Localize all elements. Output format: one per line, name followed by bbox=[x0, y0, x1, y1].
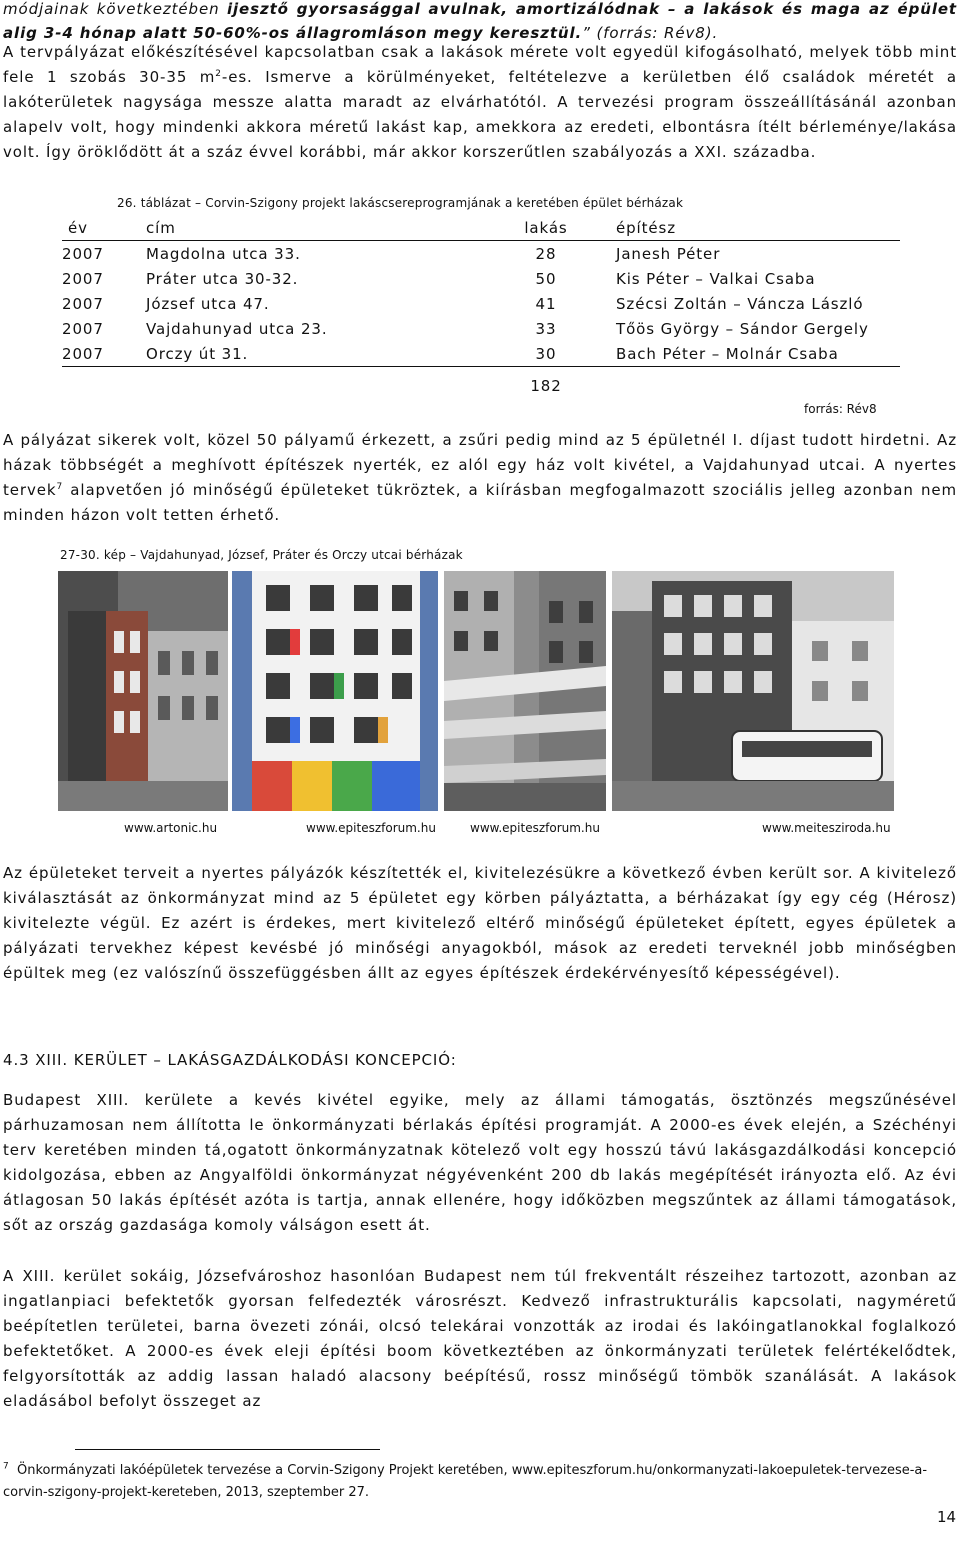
cell-ev: 2007 bbox=[62, 244, 104, 263]
intro-source: ” (forrás: Rév8). bbox=[582, 24, 719, 42]
photo-credit: www.artonic.hu bbox=[124, 821, 218, 835]
section-heading: 4.3 XIII. KERÜLET – LAKÁSGAZDÁLKODÁSI KONCEPCIÓ: bbox=[3, 1051, 457, 1069]
paragraph-text: A tervpályázat előkészítésével kapcsolatban csak a lakások mérete volt egyedül kifogásolható, melyek több mint fele 1 szobás 30-35 m bbox=[3, 43, 957, 86]
cell-ev: 2007 bbox=[62, 319, 104, 338]
cell-epitesz: Bach Péter – Molnár Csaba bbox=[606, 341, 900, 367]
photo-prater bbox=[444, 571, 606, 811]
cell-ev: 2007 bbox=[62, 269, 104, 288]
intro-italic-start: módjainak következtében bbox=[3, 0, 227, 18]
cell-cim: Orczy út 31. bbox=[116, 341, 486, 367]
table-row bbox=[62, 266, 900, 291]
footnote bbox=[3, 1460, 957, 1504]
cell-epitesz: Janesh Péter bbox=[616, 244, 721, 263]
footnote-separator bbox=[75, 1449, 380, 1450]
photo-vajdahunyad bbox=[58, 571, 228, 811]
cell-ev: 2007 bbox=[62, 341, 116, 367]
cell-lakas: 50 bbox=[535, 269, 557, 288]
header-cim: cím bbox=[116, 216, 486, 241]
photo-orczy bbox=[612, 571, 894, 811]
paragraph-text: -es. Ismerve a körülményeket, feltételezve a kerületben élő családok méretét a lakóterületek nagysága messze alatta maradt az elvárhatótól. A tervezési program összeállításánál azonban alapelv volt, hogy mindenki akkora méretű lakást kap, amekkora az eredeti, elbontásra ítélt bérleménye/lakása volt. Így öröklődött át a száz évvel korábbi, már akkor korszerűtlen szabályozás a XXI. századba. bbox=[3, 68, 957, 161]
table-caption: 26. táblázat – Corvin-Szigony projekt lakáscsereprogramjának a keretében épület bérházak bbox=[117, 196, 684, 210]
photo-credit: www.meiteszirodа.hu bbox=[762, 821, 891, 835]
cell-cim: József utca 47. bbox=[146, 294, 270, 313]
footnote-text: Önkormányzati lakóépületek tervezése a Corvin-Szigony Projekt keretében, www.epiteszforum.hu/onkormanyzati-lakoepuletek-tervezese-a-corvin-szigony-projekt-kereteben, 2013, szeptember 27. bbox=[3, 1463, 928, 1500]
header-epitesz: építész bbox=[606, 216, 900, 241]
paragraph-kivitelezes: Az épületeket terveit a nyertes pályázók készítették el, kivitelezésükre a következő évben került sor. A kivitelező kiválasztását az önkormányzat mind az 5 épületet egy körben pályáztatta, a bérházakat így egy cég (Hérosz) kivitelezte végül. Ez azért is érdekes, mert kivitelező eltérő minőségű épületeket épített, egyes épületek a pályázati tervekhez képest kevésbé jó minőségi anyagokból, mások az eredeti terveknél jobb minőségben épültek meg (ez valószínű összefüggésben állt az egyes építészek érdekérvényesítő képességével). bbox=[3, 864, 957, 982]
cell-lakas: 41 bbox=[535, 294, 557, 313]
cell-epitesz: Tőös György – Sándor Gergely bbox=[616, 319, 869, 338]
cell-lakas: 30 bbox=[486, 341, 606, 367]
cell-ev: 2007 bbox=[62, 294, 104, 313]
intro-paragraph bbox=[3, 0, 957, 45]
cell-epitesz: Kis Péter – Valkai Csaba bbox=[616, 269, 816, 288]
footnote-reference: 7 bbox=[56, 482, 64, 492]
header-lakas: lakás bbox=[486, 216, 606, 241]
cell-lakas: 33 bbox=[535, 319, 557, 338]
table-row bbox=[62, 341, 900, 367]
total-lakas: 182 bbox=[530, 377, 562, 395]
table-row bbox=[62, 291, 900, 316]
table-header-row bbox=[62, 216, 900, 241]
paragraph-palyazat bbox=[3, 428, 957, 528]
table-row bbox=[62, 241, 900, 267]
table-row bbox=[62, 316, 900, 341]
cell-cim: Práter utca 30-32. bbox=[146, 269, 299, 288]
paragraph-xiii-kerulet: Budapest XIII. kerülete a kevés kivétel egyike, mely az állami támogatás, ösztönzés megszűnésével párhuzamosan nem állította le önkormányzati bérlakás építési programját. A 2000-es évek elején, a Széchényi terv keretében minden tá,ogatott önkormányzatnak kötelező volt egy hosszú távú lakásgazdálkodási koncepció kidolgozása, ebben az Angyalföldi önkormányzat négyévenként 200 db lakás megépítését irányozta elő. Az évi átlagosan 50 lakás építését azóta is tartja, annak ellenére, hogy időközben megszűntek az állami támogatások, sőt az ország gazdasága komoly válságon esett át. bbox=[3, 1091, 957, 1234]
cell-cim: Magdolna utca 33. bbox=[146, 244, 301, 263]
table-total-row bbox=[62, 367, 900, 396]
cell-lakas: 28 bbox=[535, 244, 557, 263]
paragraph-tervpalyazat bbox=[3, 40, 957, 165]
photos-caption: 27-30. kép – Vajdahunyad, József, Práter és Orczy utcai bérházak bbox=[60, 548, 463, 562]
header-ev: év bbox=[62, 216, 116, 241]
photo-credit: www.epiteszforum.hu bbox=[306, 821, 436, 835]
footnote-number: 7 bbox=[3, 1461, 9, 1472]
buildings-table bbox=[62, 216, 900, 395]
page-number: 14 bbox=[937, 1508, 957, 1526]
paragraph-befektetok: A XIII. kerület sokáig, Józsefvároshoz hasonlóan Budapest nem túl frekventált részeihez tartozott, azonban az ingatlanpiaci befektetők gyorsan felfedezték városrészt. Kedvező infrastrukturális kapcsolati, nagyméretű beépítetlen területei, barna övezeti zónái, olcsó telekárai vonzották az irodai és lakóingatlanokkal foglalkozó befektetőket. A 2000-es évek eleji építési boom következtében az önkormányzati területek felértékelődtek, felgyorsították az addig lassan haladó alacsony beépítésű, rossz minőségű tömbök szanálását. A lakások eladásábol befolyt összeget az bbox=[3, 1267, 957, 1410]
paragraph-text: alapvetően jó minőségű épületeket tükröztek, a kiírásban megfogalmazott szociális jelleg azonban nem minden házon volt tetten érhető. bbox=[3, 481, 957, 524]
cell-cim: Vajdahunyad utca 23. bbox=[146, 319, 328, 338]
photo-credit: www.epiteszforum.hu bbox=[470, 821, 600, 835]
cell-epitesz: Szécsi Zoltán – Váncza László bbox=[616, 294, 864, 313]
intro-bold-quote: ijesztő gyorsasággal avulnak, amortizálódnak – a lakások és maga az épület alig 3-4 hónap alatt 50-60%-os állagromláson megy keresztül. bbox=[3, 0, 958, 42]
paragraph-text: A pályázat sikerek volt, közel 50 pályamű érkezett, a zsűri pedig mind az 5 épületnél I. díjast tudott hirdetni. Az házak többségét a meghívott építészek nyerték, ez alól egy ház volt kivétel, a Vajdahunyad utcai. A nyertes tervek bbox=[3, 431, 957, 499]
photo-jozsef bbox=[232, 571, 438, 811]
table-source: forrás: Rév8 bbox=[804, 402, 877, 416]
superscript: 2 bbox=[215, 69, 222, 79]
